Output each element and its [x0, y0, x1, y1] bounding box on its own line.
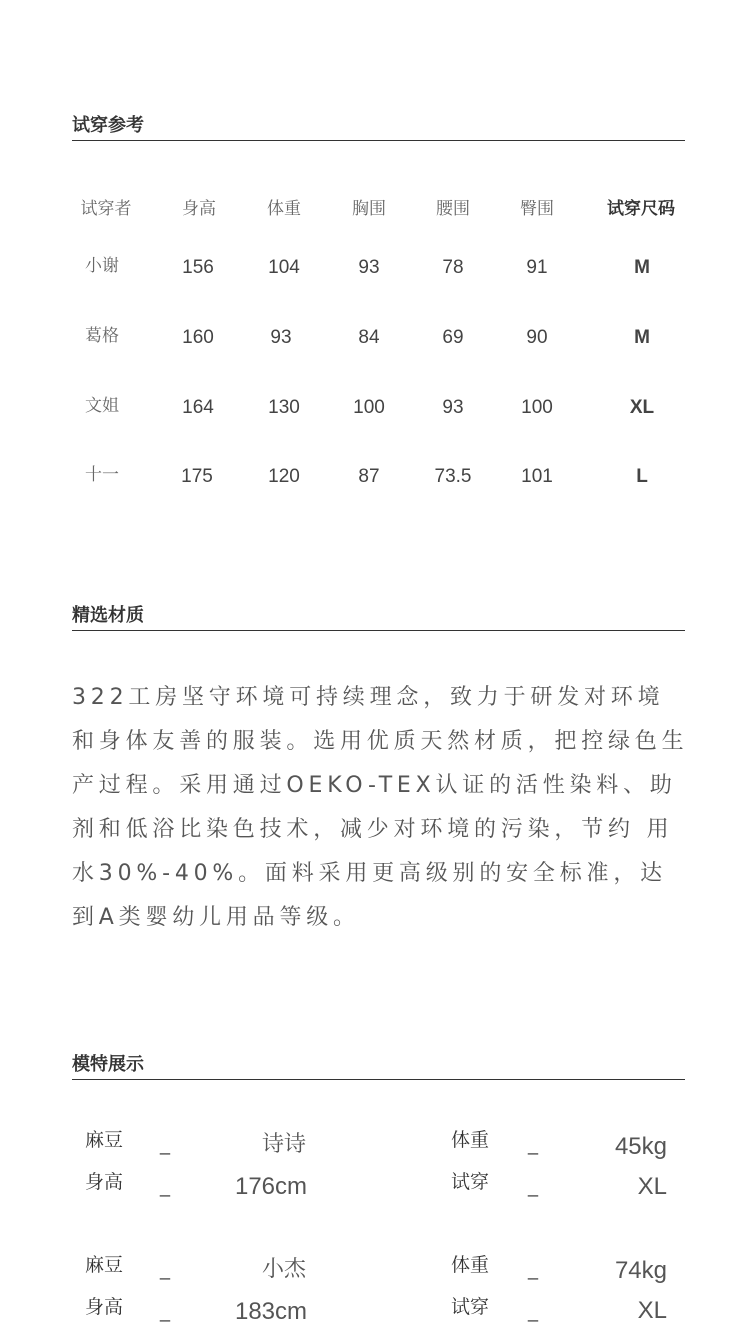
material-divider	[72, 630, 685, 631]
row-name: 小谢	[85, 256, 119, 276]
model-size: XL	[637, 1173, 667, 1200]
model-name-label: 麻豆	[85, 1254, 124, 1276]
model-height-label: 身高	[85, 1171, 124, 1193]
row-chest: 100	[353, 397, 385, 418]
model-weight-label: 体重	[451, 1254, 490, 1276]
row-chest: 93	[358, 257, 380, 278]
row-chest: 84	[358, 327, 380, 348]
model-height-label: 身高	[85, 1296, 124, 1318]
separator-dash: _	[160, 1135, 171, 1155]
model-size: XL	[637, 1297, 667, 1324]
row-height: 160	[182, 327, 214, 348]
model-size-label: 试穿	[451, 1171, 490, 1193]
row-height: 156	[182, 257, 214, 278]
model-weight-label: 体重	[451, 1129, 490, 1151]
separator-dash: _	[528, 1177, 539, 1197]
material-section-title: 精选材质	[72, 605, 144, 626]
row-size: M	[634, 257, 650, 278]
row-size: M	[634, 327, 650, 348]
header-size: 试穿尺码	[607, 199, 675, 219]
row-hip: 100	[521, 397, 553, 418]
fitting-section-title: 试穿参考	[72, 115, 144, 136]
separator-dash: _	[528, 1135, 539, 1155]
row-weight: 93	[270, 327, 292, 348]
header-waist: 腰围	[436, 199, 470, 219]
row-waist: 69	[442, 327, 464, 348]
row-name: 十一	[85, 465, 119, 485]
model-weight: 45kg	[614, 1133, 667, 1160]
models-divider	[72, 1079, 685, 1080]
row-height: 164	[182, 397, 214, 418]
model-height: 183cm	[234, 1298, 308, 1325]
model-name: 小杰	[261, 1257, 306, 1282]
separator-dash: _	[528, 1260, 539, 1280]
row-chest: 87	[358, 466, 380, 487]
row-size: XL	[629, 397, 655, 418]
model-name: 诗诗	[261, 1132, 306, 1157]
row-name: 葛格	[85, 326, 119, 346]
row-hip: 90	[526, 327, 548, 348]
models-section-title: 模特展示	[72, 1054, 144, 1075]
row-weight: 130	[268, 397, 300, 418]
fitting-divider	[72, 140, 685, 141]
separator-dash: _	[160, 1302, 171, 1322]
row-hip: 91	[526, 257, 548, 278]
separator-dash: _	[160, 1260, 171, 1280]
header-tester: 试穿者	[80, 199, 132, 219]
separator-dash: _	[528, 1302, 539, 1322]
header-chest: 胸围	[352, 199, 386, 219]
row-name: 文姐	[85, 396, 119, 416]
row-waist: 73.5	[434, 466, 472, 487]
row-waist: 78	[442, 257, 464, 278]
model-name-label: 麻豆	[85, 1129, 124, 1151]
model-weight: 74kg	[614, 1257, 667, 1284]
model-size-label: 试穿	[451, 1296, 490, 1318]
row-size: L	[636, 466, 648, 487]
row-weight: 120	[268, 466, 300, 487]
header-weight: 体重	[267, 199, 301, 219]
separator-dash: _	[160, 1177, 171, 1197]
row-weight: 104	[268, 257, 300, 278]
header-hip: 臀围	[520, 199, 554, 219]
row-hip: 101	[521, 466, 553, 487]
row-height: 175	[181, 466, 213, 487]
material-description: 322工房坚守环境可持续理念，致力于研发对环境和身体友善的服装。选用优质天然材质，把控绿色生产过程。采用通过OEKO-TEX认证的活性染料、助剂和低浴比染色技术，减少对环境的污染，节约 用水30%-40%。面料采用更高级别的安全标准，达到A类婴幼儿用品等级。	[72, 685, 689, 930]
row-waist: 93	[442, 397, 464, 418]
header-height: 身高	[182, 199, 216, 219]
model-height: 176cm	[234, 1173, 308, 1200]
